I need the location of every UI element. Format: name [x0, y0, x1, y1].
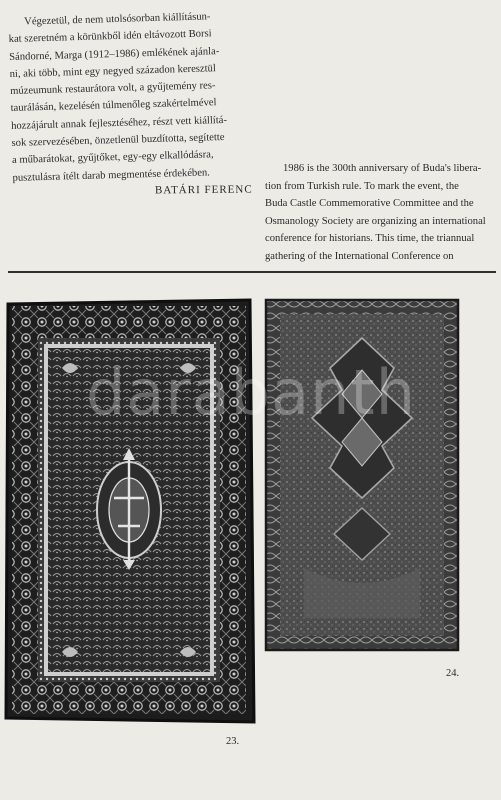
carpet-image-24: [264, 298, 460, 652]
text-line: sok szervezésében, önzetlenül buzdította, segítette: [11, 132, 225, 150]
text-line: múzeumunk restaurátora volt, a gyűjtemény res-: [10, 80, 216, 98]
text-line: taurálásán, kezelésén túlmenőleg szakértelmével: [10, 97, 217, 115]
text-line: hozzájárult annak fejlesztéséhez, részt vett kiállítá-: [10, 114, 228, 132]
text-line: tion from Turkish rule. To mark the event, the: [265, 180, 459, 192]
text-line: a műbarátokat, gyűjtőket, egy-egy elkallódásra,: [11, 149, 214, 167]
text-line: Buda Castle Commemorative Committee and the: [265, 198, 474, 209]
text-line: conference for historians. This time, the triannual: [265, 233, 475, 244]
watermark-logo: darabanth: [85, 356, 417, 429]
text-line: gathering of the International Conference on: [265, 250, 454, 262]
figure-caption-24: 24.: [446, 668, 460, 679]
text-line: ni, aki több, mint egy negyed századon keresztül: [9, 63, 216, 80]
text-line: Osmanology Society are organizing an international: [265, 215, 486, 227]
text-line: kat szeretném a körünkből idén eltávozott Borsi: [8, 28, 212, 46]
text-line: pusztulásra ítélt darab megmentése érdekében.: [12, 167, 211, 184]
text-line: Sándorné, Marga (1912–1986) emlékének ajánla-: [9, 45, 220, 63]
carpet-23-drawing: [2, 298, 256, 726]
english-paragraph: [265, 160, 497, 265]
author-signature: BATÁRI FERENC: [154, 183, 253, 197]
text-line: 1986 is the 300th anniversary of Buda's libera-: [283, 163, 482, 174]
hungarian-paragraph: [8, 7, 255, 187]
section-divider: [8, 271, 496, 273]
carpet-24-drawing: [264, 298, 460, 652]
figure-caption-23: 23.: [226, 736, 240, 747]
text-line: Végezetül, de nem utolsósorban kiállításun-: [24, 11, 211, 28]
carpet-image-23: [2, 298, 256, 726]
